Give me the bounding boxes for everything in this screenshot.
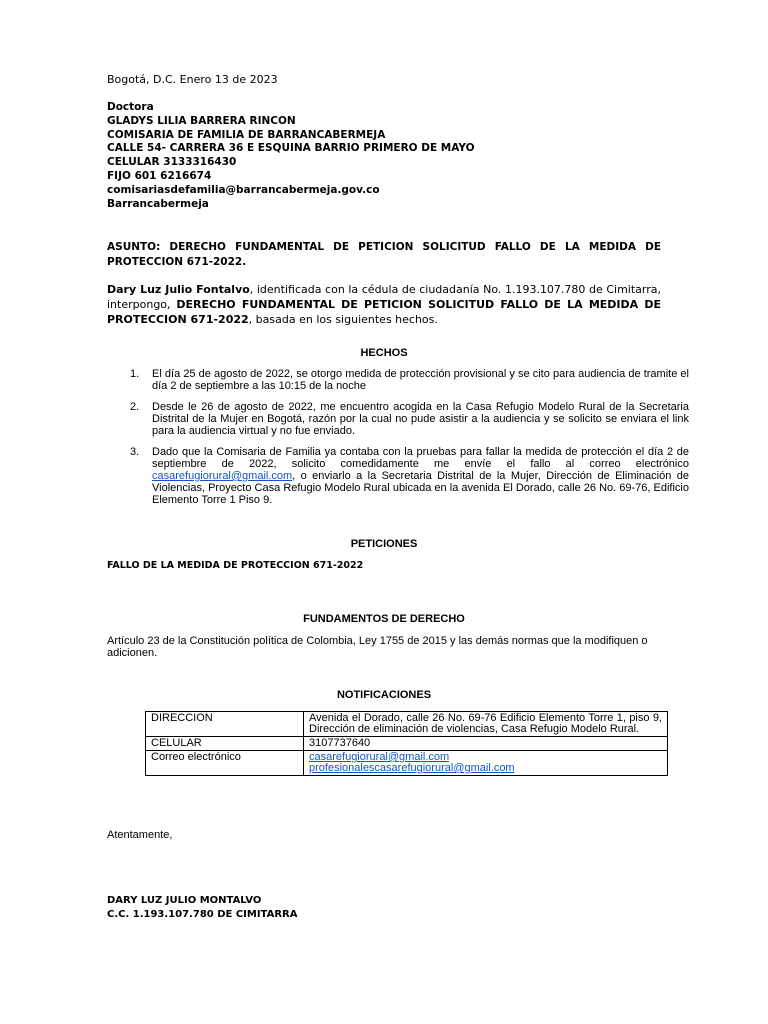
table-key: CELULAR <box>146 737 304 751</box>
intro-text-2: , basada en los siguientes hechos. <box>248 313 438 326</box>
recipient-title: Doctora <box>107 101 154 113</box>
fact-item <box>130 368 689 392</box>
signature-name: DARY LUZ JULIO MONTALVO <box>107 895 262 906</box>
fact-text-before: Dado que la Comisaria de Familia ya contaba con la pruebas para fallar la medida de protección el día 2 de septiembre de 2022, solicito comedidamente me envíe el fallo al correo electrónico <box>152 446 689 470</box>
table-row <box>146 751 668 776</box>
notifications-table <box>145 711 668 776</box>
fact-number: 2. <box>130 401 140 413</box>
fact-email-link[interactable]: casarefugiorural@gmail.com <box>152 470 293 482</box>
table-key: DIRECCION <box>146 712 304 737</box>
date-line: Bogotá, D.C. Enero 13 de 2023 <box>107 73 278 86</box>
intro-text-1: , identificada con la cédula de ciudadanía No. 1.193.107.780 de Cimitarra, interpongo, <box>107 283 661 311</box>
signature-id: C.C. 1.193.107.780 DE CIMITARRA <box>107 909 298 920</box>
fact-item <box>130 446 689 506</box>
petitioner-name: Dary Luz Julio Fontalvo <box>107 283 250 296</box>
email-link[interactable]: profesionalescasarefugiorural@gmail.com <box>309 762 515 774</box>
intro-request: DERECHO FUNDAMENTAL DE PETICION SOLICITUD FALLO DE LA MEDIDA DE PROTECCION 671-2022 <box>107 298 661 326</box>
recipient-name: GLADYS LILIA BARRERA RINCON <box>107 114 296 127</box>
recipient-email: comisariasdefamilia@barrancabermeja.gov.co <box>107 183 380 196</box>
recipient-city: Barrancabermeja <box>107 197 209 210</box>
facts-list <box>107 368 689 515</box>
table-value <box>304 751 668 776</box>
fundamentos-heading: FUNDAMENTOS DE DERECHO <box>303 613 465 625</box>
email-link[interactable]: casarefugiorural@gmail.com <box>309 751 450 763</box>
fact-text-after: , o enviarlo a la Secretaria Distrital de la Mujer, Dirección de Eliminación de Violencias, Proyecto Casa Refugio Modelo Rural ubicada en la avenida El Dorado, calle 26 No. 69-76, Edificio Elemento Torre 1 Piso 9. <box>152 470 689 506</box>
signature-block <box>107 894 297 922</box>
recipient-mobile: CELULAR 3133316430 <box>107 156 237 169</box>
table-key: Correo electrónico <box>146 751 304 776</box>
intro-paragraph <box>107 282 661 327</box>
fundamentos-body: Artículo 23 de la Constitución política de Colombia, Ley 1755 de 2015 y las demás normas que la modifiquen o adicionen. <box>107 635 648 659</box>
recipient-landline: FIJO 601 6216674 <box>107 169 212 182</box>
recipient-block <box>107 101 475 211</box>
fact-number: 3. <box>130 446 140 458</box>
fact-text: El día 25 de agosto de 2022, se otorgo medida de protección provisional y se cito para audiencia de tramite el día 2 de septiembre a las 10:15 de la noche <box>152 368 689 392</box>
peticiones-body: FALLO DE LA MEDIDA DE PROTECCION 671-2022 <box>107 560 364 571</box>
table-value: Avenida el Dorado, calle 26 No. 69-76 Edificio Elemento Torre 1, piso 9, Dirección de eliminación de violencias, Casa Refugio Modelo Rural. <box>304 712 668 737</box>
table-row <box>146 712 668 737</box>
fact-number: 1. <box>130 368 140 380</box>
table-value: 3107737640 <box>304 737 668 751</box>
hechos-heading: HECHOS <box>360 347 408 359</box>
closing-line: Atentamente, <box>107 829 173 841</box>
peticiones-heading: PETICIONES <box>350 538 418 550</box>
recipient-address: CALLE 54- CARRERA 36 E ESQUINA BARRIO PRIMERO DE MAYO <box>107 142 475 155</box>
table-row <box>146 737 668 751</box>
subject-line: ASUNTO: DERECHO FUNDAMENTAL DE PETICION SOLICITUD FALLO DE LA MEDIDA DE PROTECCION 671-2022. <box>107 241 661 268</box>
recipient-office: COMISARIA DE FAMILIA DE BARRANCABERMEJA <box>107 128 386 141</box>
fact-text: Desde le 26 de agosto de 2022, me encuentro acogida en la Casa Refugio Modelo Rural de la Secretaria Distrital de la Mujer en Bogotá, razón por la cual no pude asistir a la audiencia y se solicito se enviara el link para la audiencia virtual y no fue enviado. <box>152 401 689 437</box>
notificaciones-heading: NOTIFICACIONES <box>336 689 432 701</box>
fact-item <box>130 401 689 437</box>
